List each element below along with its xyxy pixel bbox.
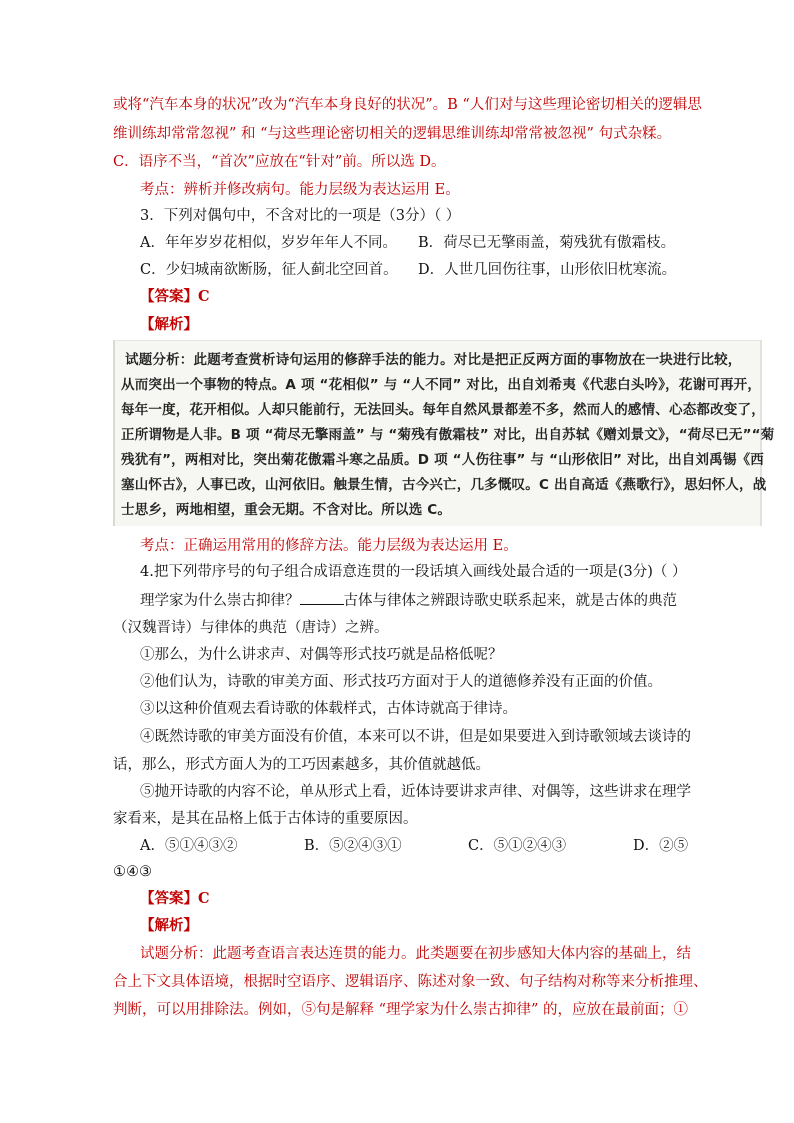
sentence-5-cont: 家看来，是其在品格上低于古体诗的重要原因。 [113,811,418,827]
sentence-4: ④既然诗歌的审美方面没有价值，本来可以不讲，但是如果要进入到诗歌领域去谈诗的 [140,729,691,745]
option-c: C．少妇城南欲断肠，征人蓟北空回首。 [140,262,398,278]
answer-label: 【答案】C [140,890,210,907]
text-line: 或将“汽车本身的状况”改为“汽车本身良好的状况”。B “人们对与这些理论密切相关的逻辑思 [113,97,702,113]
sentence-2: ②他们认为，诗歌的审美方面、形式技巧方面对于人的道德修养没有正面的价值。 [140,674,662,690]
text-line: C．语序不当，“首次”应放在“针对”前。所以选 D。 [113,154,446,170]
option-b: B．荷尽已无擎雨盖，菊残犹有傲霜枝。 [418,235,676,251]
analysis-label: 【解析】 [140,917,198,934]
analysis-label: 【解析】 [140,316,198,333]
paragraph-line: （汉魏晋诗）与律体的典范（唐诗）之辨。 [113,620,389,636]
analysis-line: 判断，可以用排除法。例如，⑤句是解释 “理学家为什么崇古抑律” 的，应放在最前面；① [113,1002,689,1018]
scan-line: 塞山怀古》，人事已改，山河依旧。触景生情，古今兴亡，几多慨叹。C 出自高适《燕歌行》，思妇怀人，战 [121,477,767,493]
answer-label: 【答案】C [140,288,210,305]
scan-line: 正所谓物是人非。B 项 “荷尽无擎雨盖” 与 “菊残有傲霜枝” 对比，出自苏轼《赠刘景文》，“荷尽已无”“菊 [121,427,775,443]
scan-line: 试题分析：此题考查赏析诗句运用的修辞手法的能力。对比是把正反两方面的事物放在一块进行比较， [125,352,742,368]
sentence-3: ③以这种价值观去看诗歌的体载样式，古体诗就高于律诗。 [140,701,517,717]
option-b: B．⑤②④③① [304,838,402,854]
sentence-4-cont: 话，那么，形式方面人为的工巧因素越多，其价值就越低。 [113,757,490,773]
kaodian-note: 考点：辨析并修改病句。能力层级为表达运用 E。 [140,182,460,198]
scan-line: 残犹有”，两相对比，突出菊花傲霜斗寒之品质。D 项 “人伤往事” 与 “山形依旧” 对比，出自刘禹锡《西 [121,452,764,468]
scanned-analysis-image [113,340,775,526]
text-line: 维训练却常常忽视” 和 “与这些理论密切相关的逻辑思维训练却常常被忽视” 句式杂糅。 [113,126,672,142]
paragraph-line [140,590,677,611]
scan-line: 从而突出一个事物的特点。A 项 “花相似” 与 “人不同” 对比，出自刘希夷《代悲白头吟》，花谢可再开， [121,377,762,393]
option-d: D．②⑤ [633,838,689,854]
sentence-5: ⑤抛开诗歌的内容不论，单从形式上看，近体诗要讲求声律、对偶等，这些讲求在理学 [140,784,691,800]
kaodian-note: 考点：正确运用常用的修辞方法。能力层级为表达运用 E。 [140,538,518,554]
question-stem: 4.把下列带序号的句子组合成语意连贯的一段话填入画线处最合适的一项是(3分)（ ） [140,564,687,580]
scan-line: 士思乡，两地相望，重会无期。不含对比。所以选 C。 [121,502,452,518]
option-d-cont: ①④③ [113,864,152,880]
question-stem: 3．下列对偶句中，不含对比的一项是（3分）（ ） [140,208,461,224]
sentence-1: ①那么，为什么讲求声、对偶等形式技巧就是品格低呢？ [140,647,503,663]
paragraph-text: 理学家为什么崇古抑律？ [140,593,300,609]
fill-blank [300,590,344,605]
analysis-line: 试题分析：此题考查语言表达连贯的能力。此类题要在初步感知大体内容的基础上，结 [140,946,691,962]
scan-line: 每年一度，花开相似。人却只能前行，无法回头。每年自然风景都差不多，然而人的感情、心态都改变了， [121,402,765,418]
option-c: C．⑤①②④③ [468,838,567,854]
option-d: D．人世几回伤往事，山形依旧枕寒流。 [418,262,677,278]
analysis-line: 合上下文具体语境，根据时空语序、逻辑语序、陈述对象一致、句子结构对称等来分析推理、 [113,974,708,990]
option-a: A．⑤①④③② [140,838,238,854]
option-a: A．年年岁岁花相似，岁岁年年人不同。 [140,235,397,251]
paragraph-text: 古体与律体之辨跟诗歌史联系起来，就是古体的典范 [343,593,677,609]
